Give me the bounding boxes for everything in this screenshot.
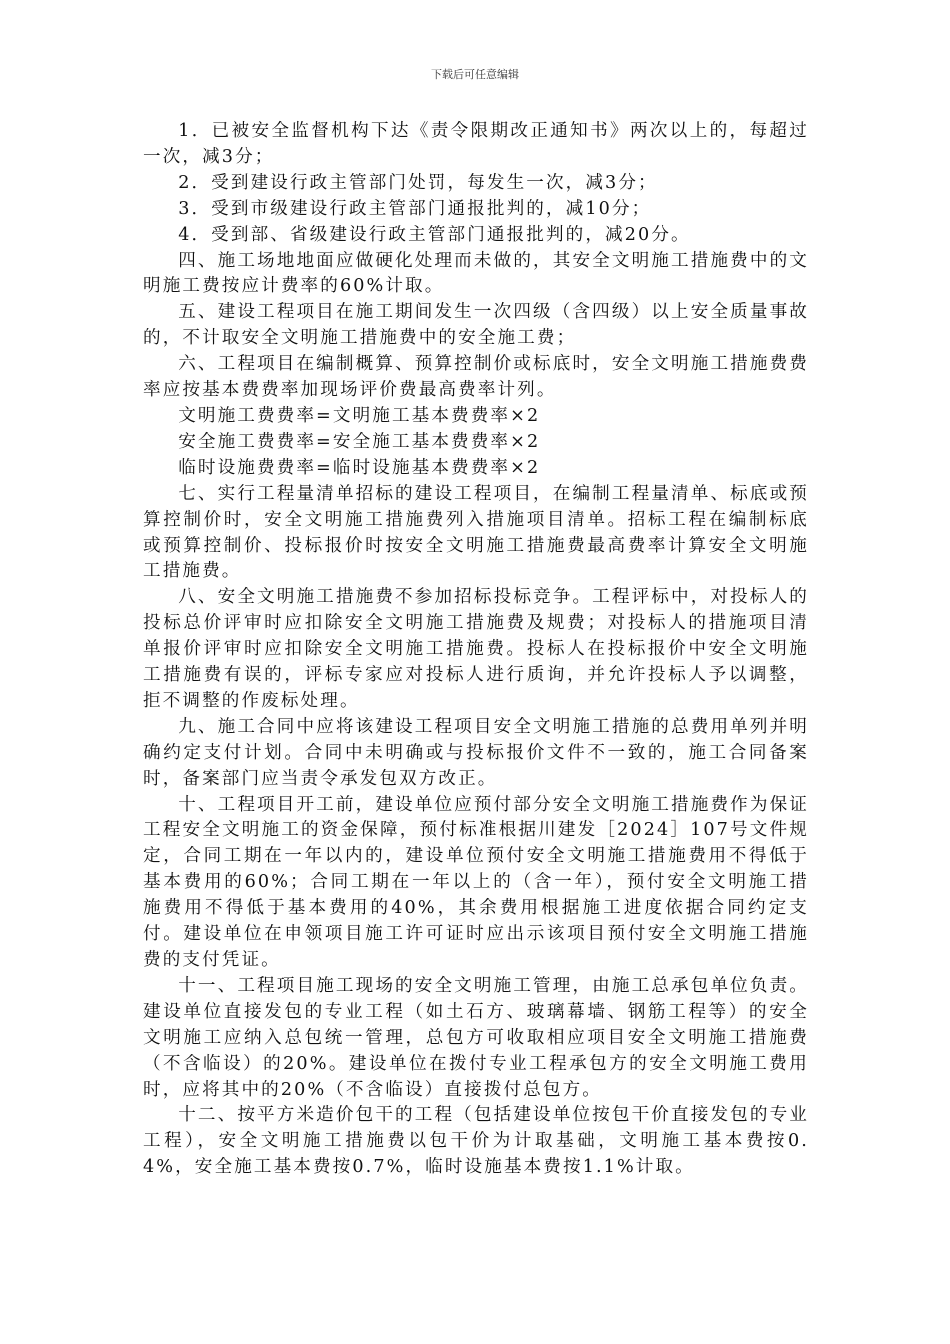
paragraph-deduction-4: 4．受到部、省级建设行政主管部门通报批判的，减20分。	[178, 224, 691, 245]
paragraph-section-9: 九、施工合同中应将该建设工程项目安全文明施工措施的总费用单列并明确约定支付计划。合同中未明确或与投标报价文件不一致的，施工合同备案时，备案部门应当责令承发包双方改正。	[143, 716, 809, 789]
paragraph-section-10: 十、工程项目开工前，建设单位应预付部分安全文明施工措施费作为保证工程安全文明施工的资金保障，预付标准根据川建发［2024］107号文件规定，合同工期在一年以内的，建设单位预付安全文明施工措施费用不得低于基本费用的60%；合同工期在一年以上的（含一年），预付安全文明施工措施费用不得低于基本费用的40%，其余费用根据施工进度依据合同约定支付。建设单位在申领项目施工许可证时应出示该项目预付安全文明施工措施费的支付凭证。	[143, 794, 809, 970]
paragraph-section-5: 五、建设工程项目在施工期间发生一次四级（含四级）以上安全质量事故的，不计取安全文明施工措施费中的安全施工费；	[143, 302, 809, 349]
paragraph-deduction-1: 1．已被安全监督机构下达《责令限期改正通知书》两次以上的，每超过一次，减3分；	[143, 121, 809, 167]
paragraph-section-11: 十一、工程项目施工现场的安全文明施工管理，由施工总承包单位负责。建设单位直接发包的专业工程（如土石方、玻璃幕墙、钢筋工程等）的安全文明施工应纳入总包统一管理，总包方可收取相应项目安全文明施工措施费（不含临设）的20%。建设单位在拨付专业工程承包方的安全文明施工费用时，应将其中的20%（不含临设）直接拨付总包方。	[143, 975, 809, 1100]
paragraph-section-7: 七、实行工程量清单招标的建设工程项目，在编制工程量清单、标底或预算控制价时，安全文明施工措施费列入措施项目清单。招标工程在编制标底或预算控制价、投标报价时按安全文明施工措施费最高费率计算安全文明施工措施费。	[143, 483, 809, 582]
formula-safety-rate: 安全施工费费率=安全施工基本费费率×2	[178, 431, 541, 452]
paragraph-section-12: 十二、按平方米造价包干的工程（包括建设单位按包干价直接发包的专业工程），安全文明施工措施费以包干价为计取基础，文明施工基本费按0.4%，安全施工基本费按0.7%，临时设施基本费按1.1%计取。	[143, 1105, 809, 1178]
paragraph-section-4: 四、施工场地地面应做硬化处理而未做的，其安全文明施工措施费中的文明施工费按应计费率的60%计取。	[143, 250, 809, 297]
formula-temporary-rate: 临时设施费费率=临时设施基本费费率×2	[178, 457, 541, 478]
formula-civilized-rate: 文明施工费费率=文明施工基本费费率×2	[178, 405, 541, 426]
paragraph-deduction-2: 2．受到建设行政主管部门处罚，每发生一次，减3分；	[178, 172, 658, 193]
paragraph-section-6: 六、工程项目在编制概算、预算控制价或标底时，安全文明施工措施费费率应按基本费费率加现场评价费最高费率计列。	[143, 354, 809, 401]
paragraph-deduction-3: 3．受到市级建设行政主管部门通报批判的，减10分；	[178, 198, 652, 219]
paragraph-section-8: 八、安全文明施工措施费不参加招标投标竞争。工程评标中，对投标人的投标总价评审时应扣除安全文明施工措施费及规费；对投标人的措施项目清单报价评审时应扣除安全文明施工措施费。投标人在投标报价中安全文明施工措施费有误的，评标专家应对投标人进行质询，并允许投标人予以调整，拒不调整的作废标处理。	[143, 587, 809, 711]
document-body	[143, 119, 809, 1181]
page-header-note: 下载后可任意编辑	[431, 68, 519, 81]
